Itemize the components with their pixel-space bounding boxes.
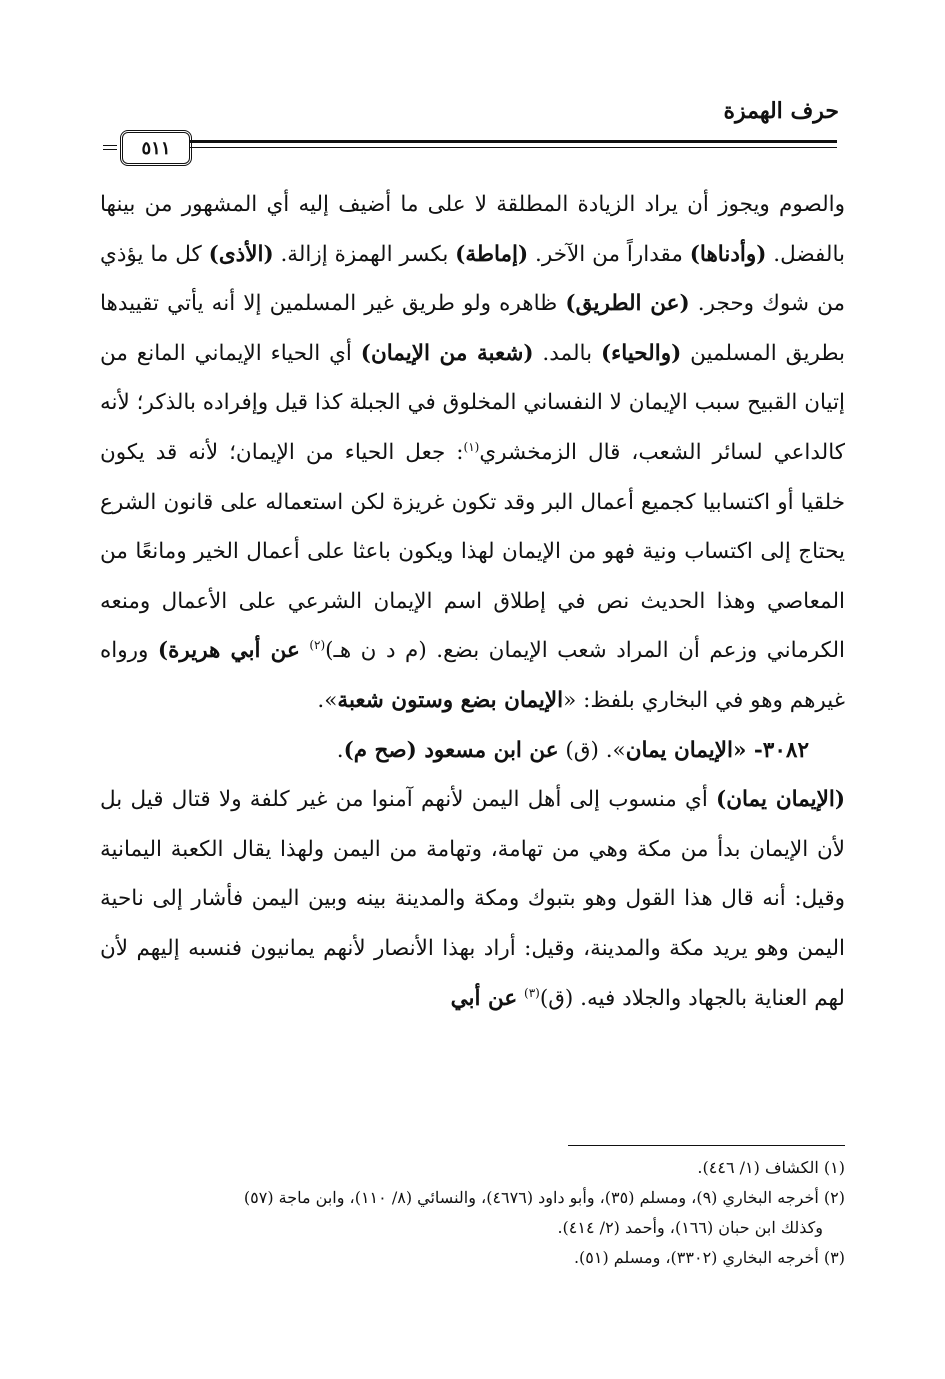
hadith-entry: ٣٠٨٢- «الإيمان يمان». (ق) عن ابن مسعود (صح م).: [336, 737, 809, 763]
footnote-item: (٢) أخرجه البخاري (٩)، ومسلم (٣٥)، وأبو داود (٤٦٧٦)، والنسائي (٨/ ١١٠)، وابن ماجة (٥٧): [243, 1188, 845, 1207]
footnote-item: (٣) أخرجه البخاري (٣٣٠٢)، ومسلم (٥١).: [573, 1248, 845, 1267]
footnote-item: (١) الكشاف (١/ ٤٤٦).: [697, 1158, 845, 1177]
footnote-divider: [568, 1145, 845, 1146]
commentary-paragraph: (الإيمان يمان) أي منسوب إلى أهل اليمن لأنهم آمنوا من غير كلفة ولا قتال قيل بل لأن الإيمان بدأ من مكة وهي من تهامة، وتهامة من اليمن ولهذا يقال الكعبة اليمانية وقيل: أنه قال هذا القول وهو بتبوك ومكة والمدينة بينه وبين اليمن فأشار إلى ناحية اليمن وهو يريد مكة والمدينة، وقيل: أراد بهذا الأنصار لأنهم يمانيون فنسبه إليهم لأن لهم العناية بالجهاد والجلاد فيه. (ق)$^{(٣)}$ عن أبي: [100, 787, 845, 1011]
footnotes: [100, 1153, 845, 1273]
chapter-title: حرف الهمزة: [723, 98, 839, 124]
footnote-ref[interactable]: (٣): [524, 985, 540, 1000]
page-number: [120, 130, 192, 166]
main-text: [100, 180, 845, 1023]
commentary-paragraph: والصوم ويجوز أن يراد الزيادة المطلقة لا على ما أضيف إليه أي المشهور من بينها بالفضل. (وأدناها) مقداراً من الآخر. (إماطة) بكسر الهمزة إزالة. (الأذى) كل ما يؤذي من شوك وحجر. (عن الطريق) ظاهره ولو طريق غير المسلمين إلا أنه يأتي تقييدها بطريق المسلمين (والحياء) بالمد. (شعبة من الإيمان) أي الحياء الإيماني المانع من إتيان القبيح سبب الإيمان لا النفساني المخلوق في الجبلة كذا قيل وإفراده بالذكر؛ لأنه كالداعي لسائر الشعب، قال الزمخشري$^{(١)}$: جعل الحياء من الإيمان؛ لأنه قد يكون خلقيا أو اكتسابيا كجميع أعمال البر وقد تكون غريزة لكن استعماله على قانون الشرع يحتاج إلى اكتساب ونية فهو من الإيمان لهذا ويكون باعثا على أعمال الخير ومانعًا من المعاصي وهذا الحديث نص في إطلاق اسم الإيمان الشرعي على الأعمال ومنعه الكرماني وزعم أن المراد شعب الإيمان بضع. (م د ن هـ)$^{(٢)}$ عن أبي هريرة) ورواه غيرهم وهو في البخاري بلفظ: «الإيمان بضع وستون شعبة».: [100, 192, 846, 713]
page-number-text: ٥١١: [141, 137, 171, 159]
header-rule-thin: [190, 147, 837, 148]
footnote-ref[interactable]: (١): [463, 439, 480, 454]
page-number-tick: [103, 149, 117, 150]
footnote-ref[interactable]: (٢): [309, 638, 326, 653]
header-rule-thick: [190, 140, 837, 143]
page-number-tick: [103, 145, 117, 146]
footnote-item-continuation: وكذلك ابن حبان (١٦٦)، وأحمد (٢/ ٤١٤).: [557, 1218, 823, 1237]
